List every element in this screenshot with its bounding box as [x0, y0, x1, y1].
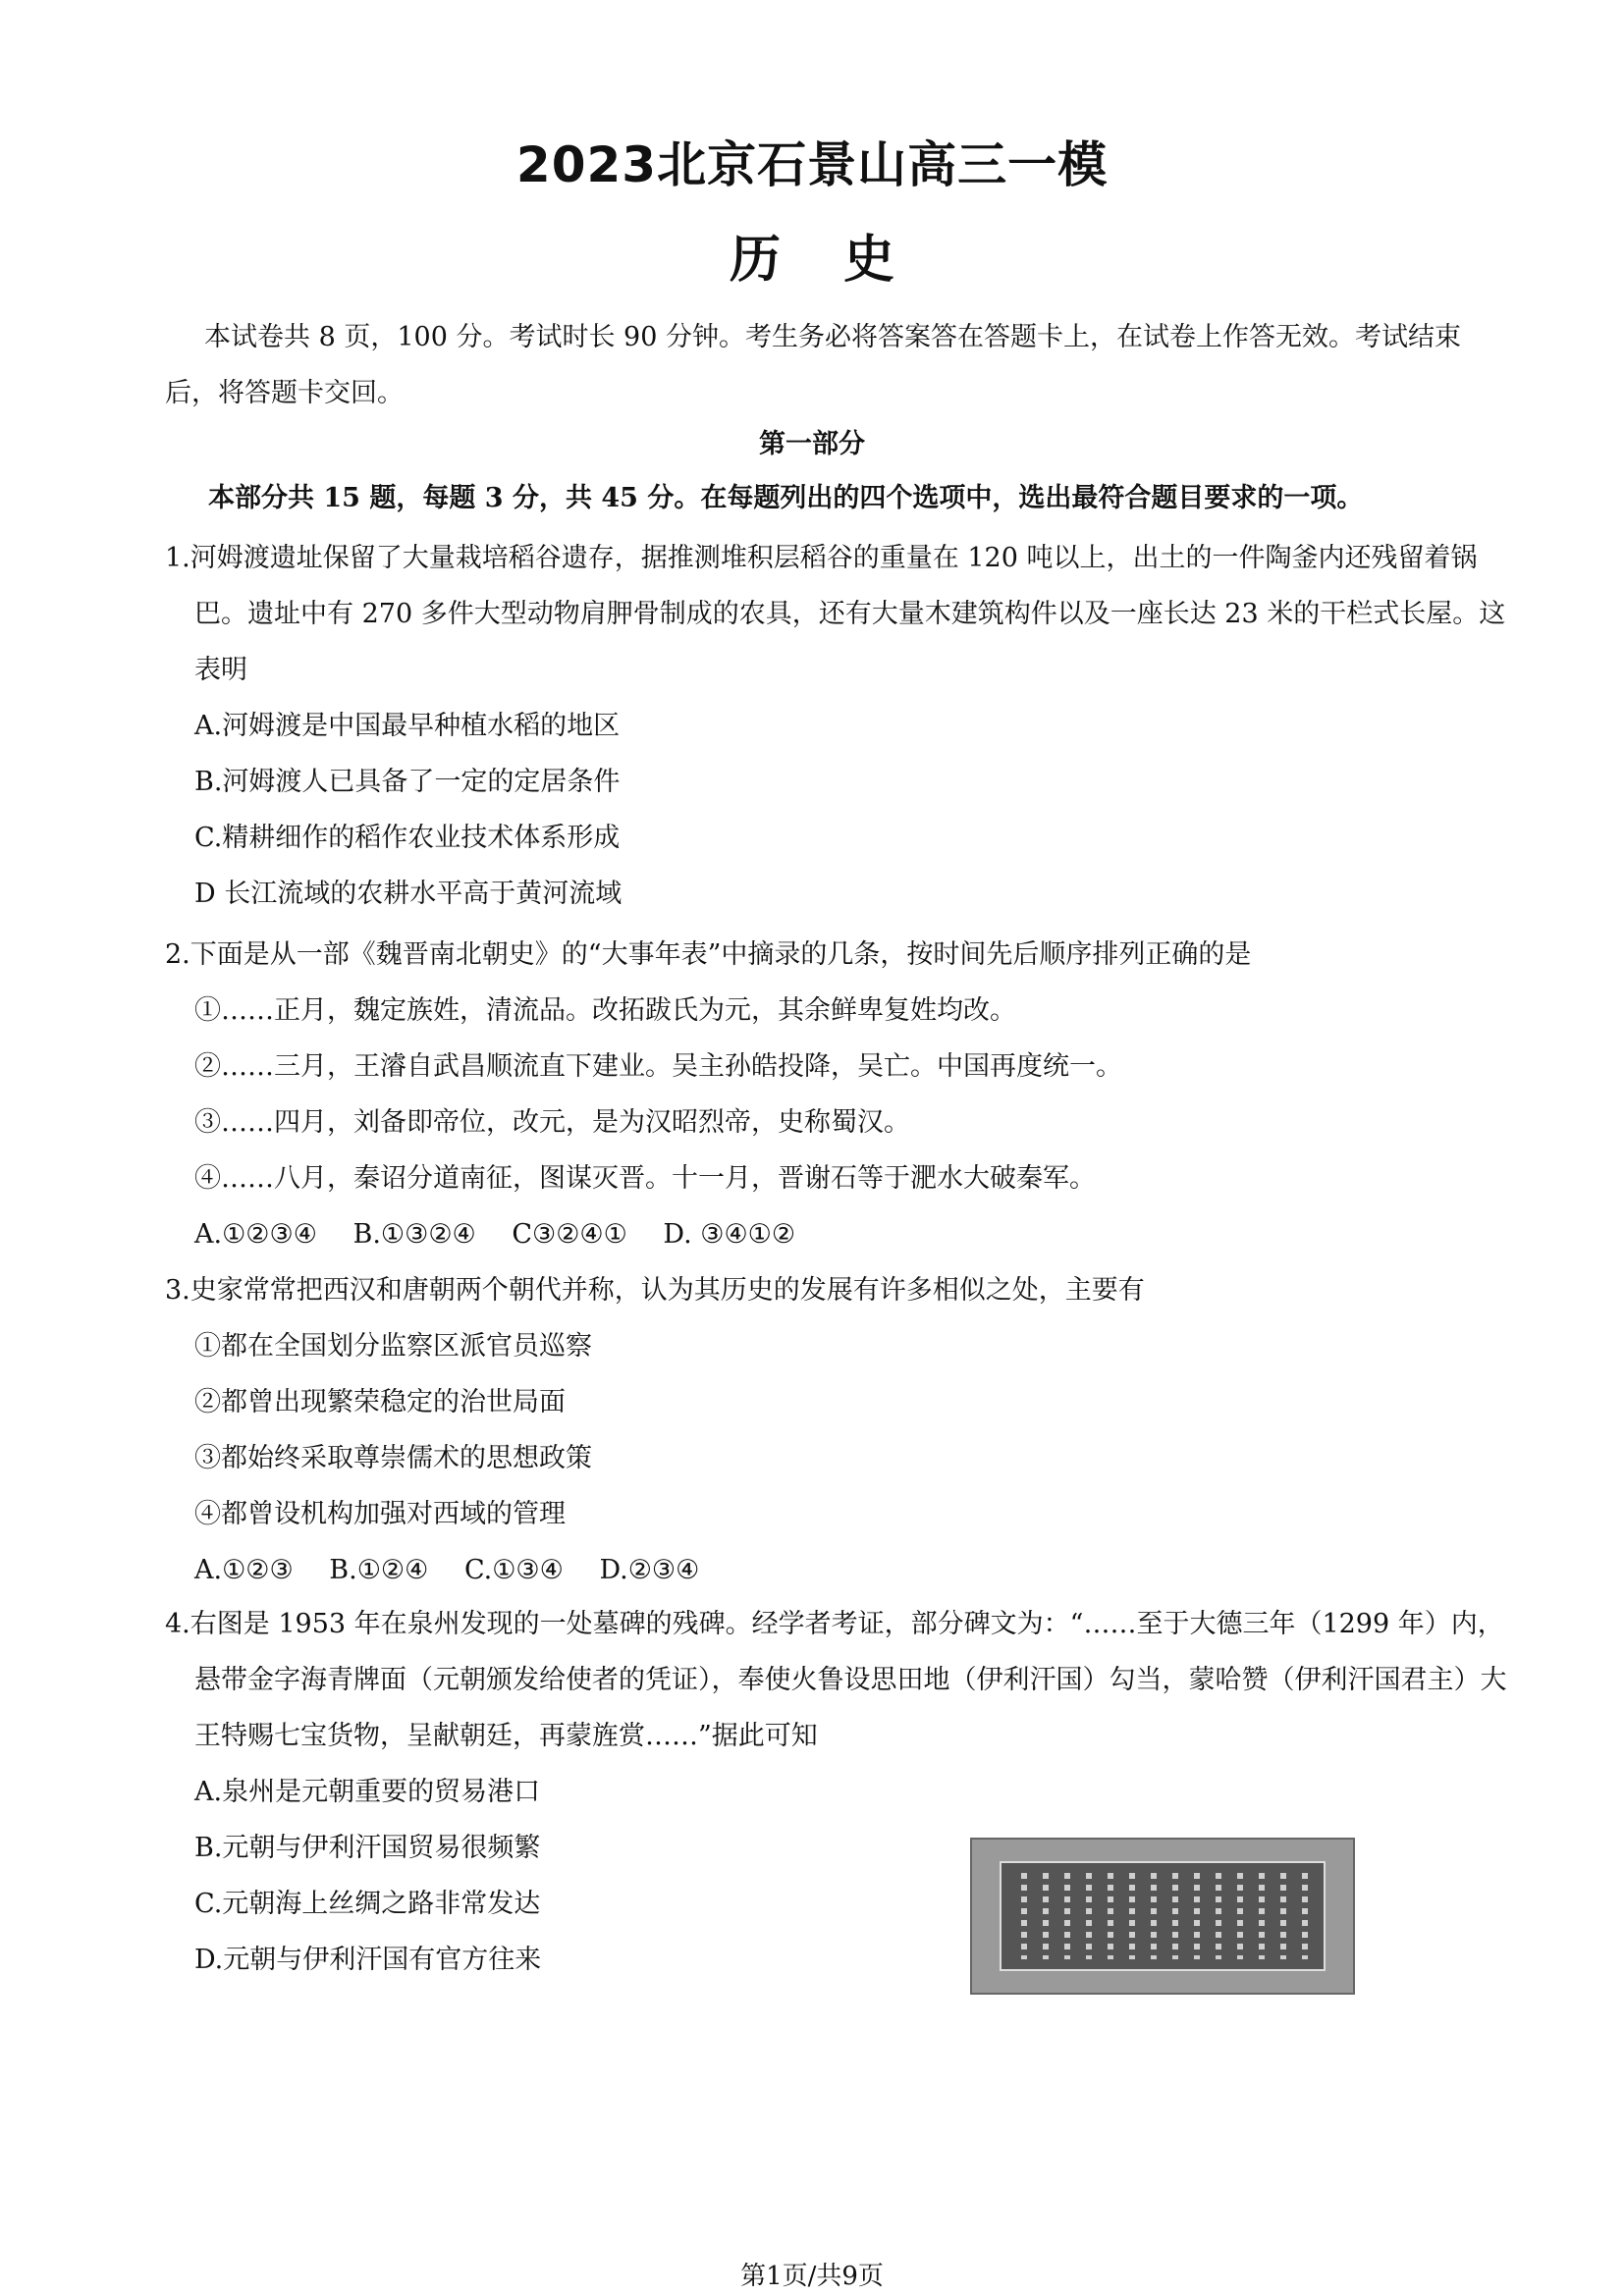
option-d: D. ③④①②	[663, 1219, 796, 1250]
option-d: D.②③④	[599, 1555, 700, 1585]
option-c: C.①③④	[463, 1555, 564, 1585]
question-stem: 3.史家常常把西汉和唐朝两个朝代并称，认为其历史的发展有许多相似之处，主要有	[165, 1275, 1145, 1306]
stele-image	[970, 1838, 1355, 1995]
option-d: D 长江流域的农耕水平高于黄河流域	[194, 879, 623, 909]
question-3	[165, 1262, 1510, 1598]
option-b: B.①②④	[329, 1555, 429, 1585]
statement-1: ①都在全国划分监察区派官员巡察	[194, 1331, 592, 1362]
option-a: A.河姆渡是中国最早种植水稻的地区	[194, 711, 621, 741]
statement-3: ③都始终采取尊崇儒术的思想政策	[194, 1443, 592, 1473]
question-stem: 4.右图是 1953 年在泉州发现的一处墓碑的残碑。经学者考证，部分碑文为：“……至于大德三年（1299 年）内，悬带金字海青牌面（元朝颁发给使者的凭证），奉使火鲁设思田地（伊利汗国）勾当，蒙哈赞（伊利汗国君主）大王特赐七宝货物，呈献朝廷，再蒙旌赏……”据此可知	[165, 1609, 1507, 1751]
option-c: C③②④①	[512, 1219, 627, 1250]
statement-1: ①……正月，魏定族姓，清流品。改拓跋氏为元，其余鲜卑复姓均改。	[194, 995, 1016, 1026]
statement-4: ④都曾设机构加强对西域的管理	[194, 1499, 566, 1529]
option-b: B.①③②④	[352, 1219, 476, 1250]
options-row	[165, 1542, 1510, 1598]
option-a: A.①②③	[194, 1555, 294, 1585]
subject-title: 历史	[729, 231, 957, 290]
exam-instructions: 本试卷共 8 页，100 分。考试时长 90 分钟。考生务必将答案答在答题卡上，在试卷上作答无效。考试结束后，将答题卡交回。	[165, 322, 1461, 408]
option-b: B.元朝与伊利汗国贸易很频繁	[194, 1833, 541, 1863]
part-description: 本部分共 15 题，每题 3 分，共 45 分。在每题列出的四个选项中，选出最符合题目要求的一项。	[208, 483, 1364, 513]
question-stem: 1.河姆渡遗址保留了大量栽培稻谷遗存，据推测堆积层稻谷的重量在 120 吨以上，出土的一件陶釜内还残留着锅巴。遗址中有 270 多件大型动物肩胛骨制成的农具，还有大量木建筑构件以及一座长达 23 米的干栏式长屋。这表明	[165, 543, 1506, 685]
options-row	[165, 1206, 1510, 1262]
part-title: 第一部分	[759, 429, 865, 459]
question-stem: 2.下面是从一部《魏晋南北朝史》的“大事年表”中摘录的几条，按时间先后顺序排列正确的是	[165, 939, 1252, 970]
question-2	[165, 927, 1510, 1262]
page-title: 2023北京石景山高三一模	[515, 136, 1109, 193]
option-a: A.泉州是元朝重要的贸易港口	[194, 1777, 541, 1807]
option-c: C.精耕细作的稻作农业技术体系形成	[194, 823, 621, 853]
option-b: B.河姆渡人已具备了一定的定居条件	[194, 767, 621, 797]
option-c: C.元朝海上丝绸之路非常发达	[194, 1889, 541, 1919]
option-d: D.元朝与伊利汗国有官方往来	[194, 1945, 542, 1975]
option-a: A.①②③④	[194, 1219, 317, 1250]
page-number: 第1页/共9页	[740, 2262, 884, 2291]
question-1	[165, 530, 1510, 922]
statement-2: ②都曾出现繁荣稳定的治世局面	[194, 1387, 566, 1417]
statement-4: ④……八月，秦诏分道南征，图谋灭晋。十一月，晋谢石等于淝水大破秦军。	[194, 1163, 1096, 1194]
statement-2: ②……三月，王濬自武昌顺流直下建业。吴主孙皓投降，吴亡。中国再度统一。	[194, 1051, 1122, 1082]
statement-3: ③……四月，刘备即帝位，改元，是为汉昭烈帝，史称蜀汉。	[194, 1107, 910, 1138]
stele-inscription-panel	[1000, 1861, 1326, 1971]
